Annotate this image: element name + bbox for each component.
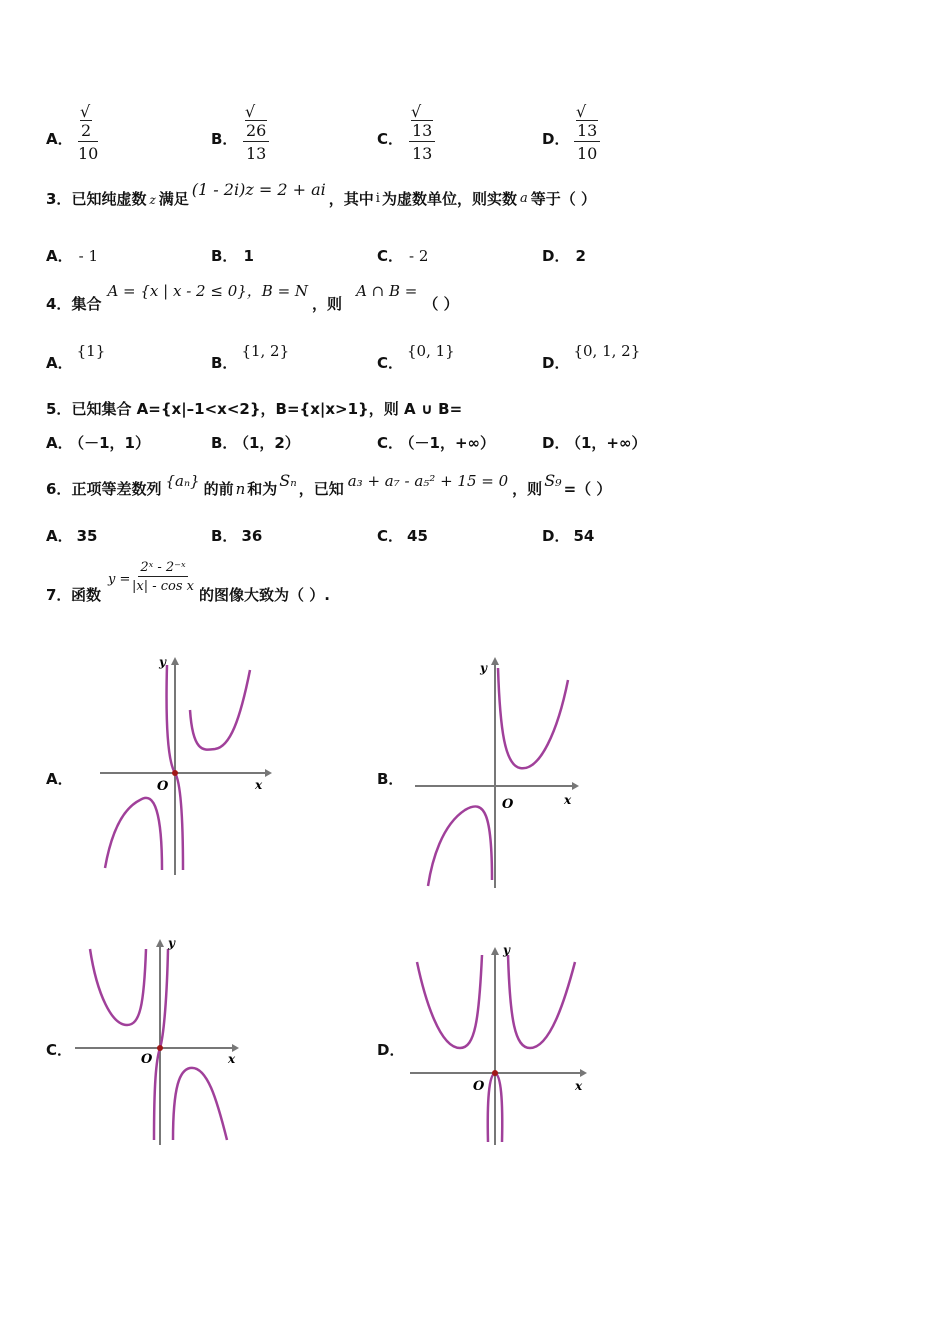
q5-option-b[interactable]: B． （1，2） bbox=[211, 434, 300, 452]
graph-c bbox=[72, 935, 252, 1150]
q5-option-c[interactable]: C． （－1，+∞） bbox=[377, 434, 496, 452]
y-arrow-icon bbox=[491, 657, 499, 665]
q5-option-a[interactable]: A． （－1，1） bbox=[46, 434, 150, 452]
question-6: 6．正项等差数列 {aₙ} 的前 n 和为 Sₙ ，已知 a₃ + a₇ - a₅² + 15 = 0 ，则 S₉ =（ ） bbox=[46, 471, 612, 498]
curve-left bbox=[90, 949, 146, 1025]
q7-option-c[interactable]: C． bbox=[46, 1041, 73, 1059]
x-arrow-icon bbox=[572, 782, 579, 790]
q4-option-d[interactable]: D．{0, 1, 2} bbox=[542, 342, 641, 372]
fraction: $\frac{√26}{13}$ bbox=[243, 102, 269, 163]
q6-option-d[interactable]: D． 54 bbox=[542, 527, 595, 545]
graph-b bbox=[410, 650, 590, 890]
origin-point bbox=[492, 1070, 498, 1076]
q6-option-a[interactable]: A． 35 bbox=[46, 527, 98, 545]
graph-d bbox=[405, 940, 595, 1150]
curve-right bbox=[190, 670, 250, 750]
svg-text:O: O bbox=[473, 1079, 485, 1094]
fraction: $\frac{√13}{13}$ bbox=[409, 102, 435, 163]
x-arrow-icon bbox=[265, 769, 272, 777]
q4-option-a[interactable]: A．{1} bbox=[46, 342, 106, 372]
y-arrow-icon bbox=[171, 657, 179, 665]
graph-a bbox=[95, 650, 275, 880]
x-arrow-icon bbox=[232, 1044, 239, 1052]
q4-option-b[interactable]: B．{1, 2} bbox=[211, 342, 290, 372]
y-arrow-icon bbox=[491, 947, 499, 955]
sqrt-icon: √ bbox=[576, 102, 587, 121]
sqrt-icon: √ bbox=[245, 102, 256, 121]
q4-option-c[interactable]: C．{0, 1} bbox=[377, 342, 455, 372]
question-5: 5．已知集合 A={x|–1<x<2}，B={x|x>1}，则 A ∪ B= bbox=[46, 400, 463, 418]
curve-right bbox=[173, 1068, 227, 1140]
sqrt-icon: √ bbox=[80, 102, 91, 121]
q3-option-b[interactable]: B． 1 bbox=[211, 247, 254, 265]
svg-text:y: y bbox=[480, 661, 487, 675]
origin-point bbox=[157, 1045, 163, 1051]
y-arrow-icon bbox=[156, 939, 164, 947]
fraction: $\frac{\text{2ˣ - 2⁻ˣ}}{\text{|x| - cos x}}$ bbox=[132, 560, 194, 594]
q7-option-a[interactable]: A． bbox=[46, 770, 73, 788]
svg-text:x: x bbox=[228, 1052, 236, 1066]
svg-text:O: O bbox=[502, 797, 514, 812]
curve-left bbox=[105, 798, 162, 870]
q3-option-d[interactable]: D． 2 bbox=[542, 247, 586, 265]
svg-text:O: O bbox=[157, 779, 169, 794]
q7-option-b[interactable]: B． bbox=[377, 770, 404, 788]
origin-point bbox=[172, 770, 178, 776]
sqrt-icon: √ bbox=[411, 102, 422, 121]
svg-text:y: y bbox=[503, 943, 510, 957]
fraction: $\frac{√2}{10}$ bbox=[78, 102, 99, 163]
question-4: 4．集合A = {x | x - 2 ≤ 0}，B = N，则A ∩ B =（ ） bbox=[46, 282, 459, 313]
q7-option-d[interactable]: D． bbox=[377, 1041, 405, 1059]
fraction: $\frac{√13}{10}$ bbox=[574, 102, 600, 163]
svg-text:x: x bbox=[575, 1079, 583, 1093]
q5-option-d[interactable]: D． （1，+∞） bbox=[542, 434, 647, 452]
q6-option-b[interactable]: B． 36 bbox=[211, 527, 263, 545]
q6-option-c[interactable]: C． 45 bbox=[377, 527, 428, 545]
curve-right bbox=[498, 668, 568, 768]
curve-left bbox=[417, 955, 482, 1048]
x-arrow-icon bbox=[580, 1069, 587, 1077]
svg-text:y: y bbox=[159, 655, 166, 669]
curve-right bbox=[508, 955, 575, 1048]
svg-text:x: x bbox=[564, 793, 572, 807]
q3-option-a[interactable]: A． - 1 bbox=[46, 247, 98, 265]
svg-text:O: O bbox=[141, 1052, 153, 1067]
svg-text:y: y bbox=[168, 936, 175, 950]
curve-left bbox=[428, 806, 492, 886]
question-3: 3．已知纯虚数 z 满足 (1 - 2i)z = 2 + ai ，其中 i 为虚数单位，则实数 a 等于（ ） bbox=[46, 180, 596, 208]
q3-option-c[interactable]: C． - 2 bbox=[377, 247, 429, 265]
svg-text:x: x bbox=[255, 778, 263, 792]
